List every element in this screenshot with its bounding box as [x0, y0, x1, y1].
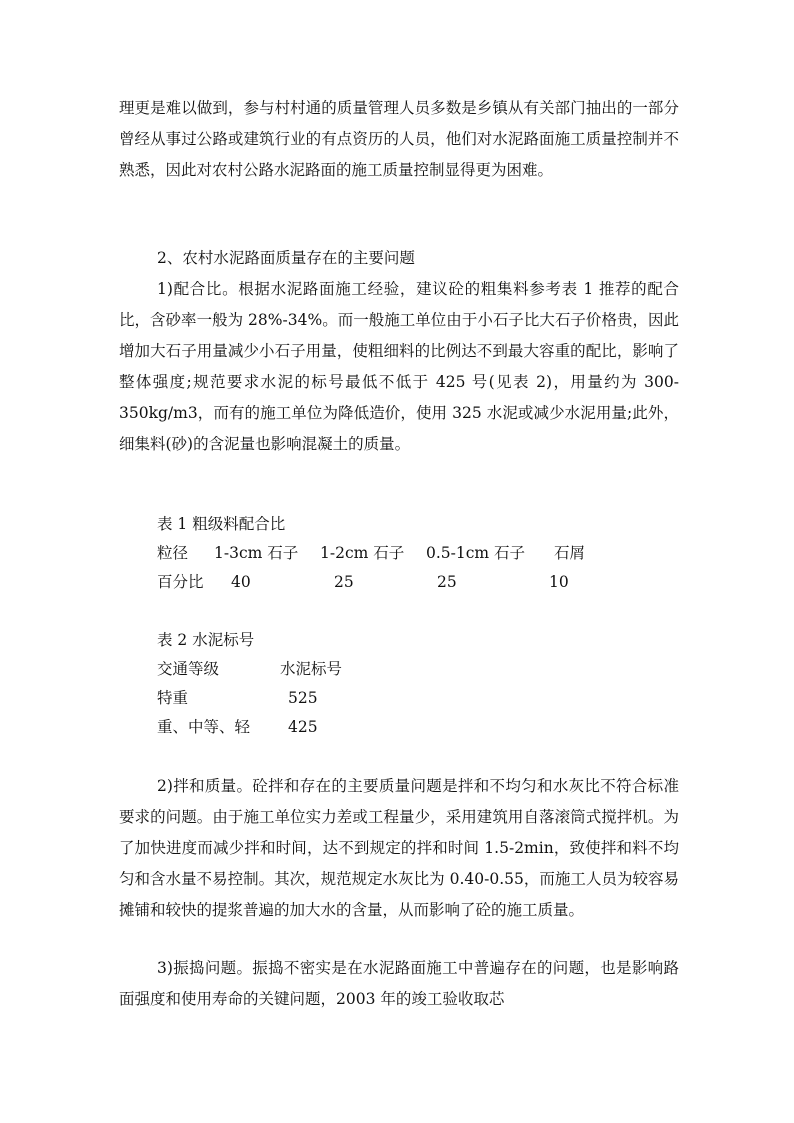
table1-data-cell: 百分比 — [157, 573, 204, 591]
table1-header-cell: 石屑 — [554, 544, 586, 562]
table1-header-cell: 粒径 — [157, 544, 189, 562]
table2-data-cell: 525 — [288, 689, 318, 707]
mix-ratio-paragraph: 1)配合比。根据水泥路面施工经验，建议砼的粗集料参考表 1 推荐的配合比，含砂率一般为 28%-34%。而一般施工单位由于小石子比大石子价格贵，因此增加大石子用量减少小石子用量，使粗细料的比例达不到最大容重的配比，影响了整体强度;规范要求水泥的标号最低不低于 425 号(见表 2)，用量约为 300-350kg/m3，而有的施工单位为降低造价，使用 325 水泥或减少水泥用量;此外，细集料(砂)的含泥量也影响混凝土的质量。 — [119, 280, 679, 453]
table2-header-cell: 交通等级 — [157, 660, 220, 678]
vibration-paragraph: 3)振捣问题。振捣不密实是在水泥路面施工中普遍存在的问题，也是影响路面强度和使用寿命的关键问题，2003 年的竣工验收取芯 — [119, 959, 679, 1008]
section-heading: 2、农村水泥路面质量存在的主要问题 — [157, 249, 415, 267]
table1-header-cell: 1-2cm 石子 — [320, 544, 405, 562]
intro-paragraph: 理更是难以做到，参与村村通的质量管理人员多数是乡镇从有关部门抽出的一部分曾经从事过公路或建筑行业的有点资历的人员，他们对水泥路面施工质量控制并不熟悉，因此对农村公路水泥路面的施工质量控制显得更为困难。 — [119, 99, 679, 179]
table1-header-row — [157, 538, 617, 569]
table2-data-row — [157, 712, 377, 743]
table1-data-row — [157, 567, 617, 598]
table2-data-cell: 425 — [288, 718, 318, 736]
table1-header-cell: 0.5-1cm 石子 — [426, 544, 526, 562]
table1-header-cell: 1-3cm 石子 — [214, 544, 299, 562]
table1-data-cell: 25 — [334, 573, 354, 591]
table1-title: 表 1 粗级料配合比 — [157, 515, 286, 533]
table2-data-row — [157, 683, 377, 714]
table2-header-cell: 水泥标号 — [280, 660, 343, 678]
mixing-paragraph: 2)拌和质量。砼拌和存在的主要质量问题是拌和不均匀和水灰比不符合标准要求的问题。由于施工单位实力差或工程量少，采用建筑用自落滚筒式搅拌机。为了加快进度而减少拌和时间，达不到规定的拌和时间 1.5-2min，致使拌和料不均匀和含水量不易控制。其次，规范规定水灰比为 0.40-0.55，而施工人员为较容易摊铺和较快的提浆普遍的加大水的含量，从而影响了砼的施工质量。 — [119, 777, 679, 919]
table2-header-row — [157, 654, 377, 685]
table2-data-cell: 重、中等、轻 — [157, 718, 251, 736]
table1-data-cell: 40 — [231, 573, 251, 591]
table2-data-cell: 特重 — [157, 689, 189, 707]
table1-data-cell: 25 — [437, 573, 457, 591]
table1-data-cell: 10 — [549, 573, 569, 591]
table2-title: 表 2 水泥标号 — [157, 631, 255, 649]
